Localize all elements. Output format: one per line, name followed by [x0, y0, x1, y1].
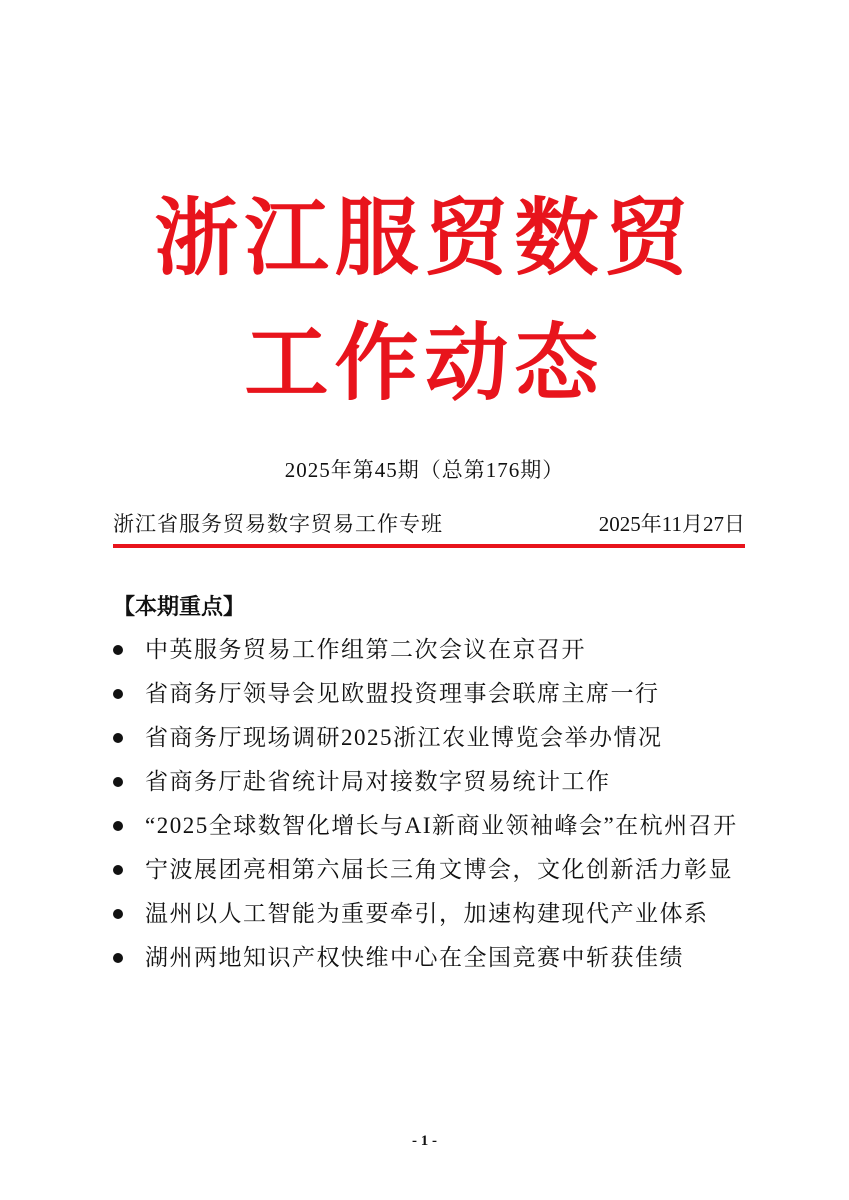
bullet-icon	[113, 953, 123, 963]
highlight-text: 省商务厅现场调研2025浙江农业博览会举办情况	[145, 725, 663, 750]
highlight-item	[113, 848, 753, 892]
red-divider	[113, 544, 745, 548]
highlight-text: 中英服务贸易工作组第二次会议在京召开	[145, 637, 586, 662]
issue-date: 2025年11月27日	[598, 512, 745, 536]
bullet-icon	[113, 909, 123, 919]
highlight-item	[113, 804, 753, 848]
highlight-item	[113, 716, 753, 760]
highlight-item	[113, 936, 753, 980]
highlight-text: 宁波展团亮相第六届长三角文博会，文化创新活力彰显	[145, 857, 733, 882]
highlight-item	[113, 892, 753, 936]
highlight-item	[113, 672, 753, 716]
issue-number: 2025年第45期（总第176期）	[284, 458, 565, 482]
bullet-icon	[113, 645, 123, 655]
highlights-list	[113, 628, 753, 980]
highlight-text: 省商务厅领导会见欧盟投资理事会联席主席一行	[145, 681, 660, 706]
bullet-icon	[113, 777, 123, 787]
masthead-title: 浙江服贸数贸	[154, 193, 695, 286]
highlight-item	[113, 760, 753, 804]
highlight-text: 湖州两地知识产权快维中心在全国竞赛中斩获佳绩	[145, 945, 684, 970]
bullet-icon	[113, 865, 123, 875]
bullet-icon	[113, 733, 123, 743]
highlight-text: 省商务厅赴省统计局对接数字贸易统计工作	[145, 769, 611, 794]
highlight-text: “2025全球数智化增长与AI新商业领袖峰会”在杭州召开	[145, 813, 738, 838]
highlight-text: 温州以人工智能为重要牵引，加速构建现代产业体系	[145, 901, 709, 926]
highlights-heading: 【本期重点】	[113, 595, 246, 620]
masthead-subtitle: 工作动态	[244, 318, 605, 411]
issuing-organization: 浙江省服务贸易数字贸易工作专班	[113, 512, 443, 536]
bullet-icon	[113, 689, 123, 699]
bullet-icon	[113, 821, 123, 831]
highlight-item	[113, 628, 753, 672]
page-number: - 1 -	[412, 1133, 437, 1149]
